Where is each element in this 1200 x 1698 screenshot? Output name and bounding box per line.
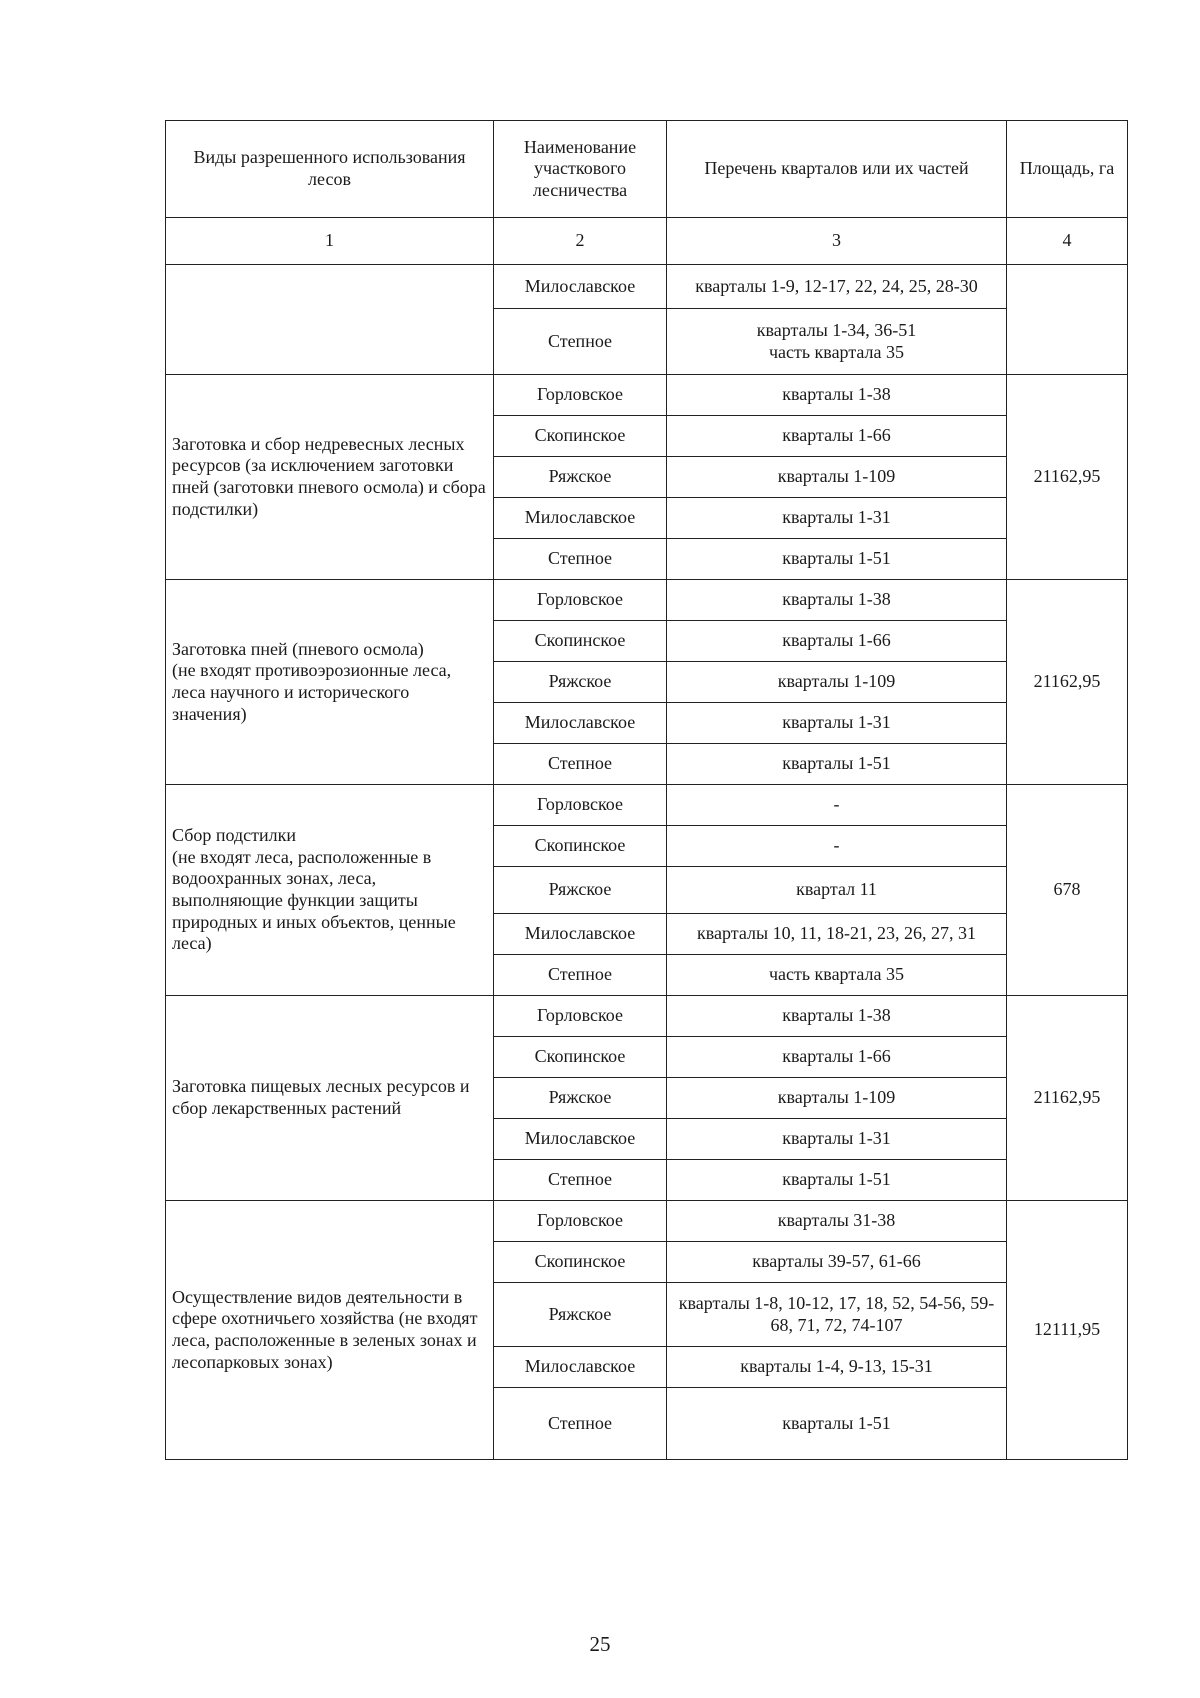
- forestry-name-cell: Степное: [494, 1388, 667, 1460]
- quarters-cell: кварталы 1-109: [667, 1078, 1007, 1119]
- quarters-cell: кварталы 1-9, 12-17, 22, 24, 25, 28-30: [667, 265, 1007, 309]
- header-row: [166, 121, 1128, 218]
- quarters-cell: кварталы 1-31: [667, 1119, 1007, 1160]
- quarters-cell: кварталы 1-34, 36-51 часть квартала 35: [667, 309, 1007, 375]
- forestry-name-cell: Ряжское: [494, 867, 667, 914]
- quarters-cell: кварталы 31-38: [667, 1201, 1007, 1242]
- forestry-name-cell: Горловское: [494, 375, 667, 416]
- quarters-cell: кварталы 1-66: [667, 416, 1007, 457]
- forestry-name-cell: Скопинское: [494, 826, 667, 867]
- quarters-cell: кварталы 1-38: [667, 996, 1007, 1037]
- forestry-name-cell: Милославское: [494, 1347, 667, 1388]
- use-type-cell: Заготовка пней (пневого осмола) (не входят противоэрозионные леса, леса научного и исторического значения): [166, 580, 494, 785]
- table-row: [166, 996, 1128, 1037]
- column-number: 4: [1007, 218, 1128, 265]
- use-type-cell: Заготовка пищевых лесных ресурсов и сбор лекарственных растений: [166, 996, 494, 1201]
- quarters-cell: кварталы 1-51: [667, 744, 1007, 785]
- table-row: [166, 375, 1128, 416]
- area-cell: 12111,95: [1007, 1201, 1128, 1460]
- forestry-name-cell: Милославское: [494, 1119, 667, 1160]
- forestry-name-cell: Ряжское: [494, 457, 667, 498]
- header-use-type: Виды разрешенного использования лесов: [166, 121, 494, 218]
- table-row: [166, 265, 1128, 309]
- forestry-name-cell: Ряжское: [494, 662, 667, 703]
- header-forestry-name: Наименование участкового лесничества: [494, 121, 667, 218]
- forestry-name-cell: Горловское: [494, 996, 667, 1037]
- forestry-name-cell: Ряжское: [494, 1078, 667, 1119]
- forestry-name-cell: Скопинское: [494, 416, 667, 457]
- quarters-cell: часть квартала 35: [667, 955, 1007, 996]
- quarters-cell: кварталы 1-38: [667, 580, 1007, 621]
- quarters-cell: кварталы 1-4, 9-13, 15-31: [667, 1347, 1007, 1388]
- forestry-name-cell: Горловское: [494, 580, 667, 621]
- quarters-cell: кварталы 1-8, 10-12, 17, 18, 52, 54-56, 59-68, 71, 72, 74-107: [667, 1283, 1007, 1347]
- area-cell: 21162,95: [1007, 580, 1128, 785]
- forestry-name-cell: Милославское: [494, 498, 667, 539]
- forestry-name-cell: Милославское: [494, 914, 667, 955]
- use-type-cell: Осуществление видов деятельности в сфере охотничьего хозяйства (не входят леса, расположенные в зеленых зонах и лесопарковых зонах): [166, 1201, 494, 1460]
- use-type-cell-empty: [166, 265, 494, 375]
- quarters-cell: кварталы 1-51: [667, 1388, 1007, 1460]
- quarters-cell: -: [667, 785, 1007, 826]
- allowed-forest-use-table: [165, 120, 1128, 1460]
- table-row: [166, 785, 1128, 826]
- quarters-cell: квартал 11: [667, 867, 1007, 914]
- quarters-cell: -: [667, 826, 1007, 867]
- forestry-name-cell: Скопинское: [494, 621, 667, 662]
- table-body: [166, 218, 1128, 1460]
- quarters-cell: кварталы 1-51: [667, 1160, 1007, 1201]
- column-number: 2: [494, 218, 667, 265]
- forestry-name-cell: Милославское: [494, 703, 667, 744]
- column-number-row: [166, 218, 1128, 265]
- header-quarters-list: Перечень кварталов или их частей: [667, 121, 1007, 218]
- forestry-name-cell: Скопинское: [494, 1037, 667, 1078]
- forestry-name-cell: Скопинское: [494, 1242, 667, 1283]
- quarters-cell: кварталы 1-66: [667, 1037, 1007, 1078]
- forestry-name-cell: Степное: [494, 539, 667, 580]
- table-row: [166, 1201, 1128, 1242]
- quarters-cell: кварталы 10, 11, 18-21, 23, 26, 27, 31: [667, 914, 1007, 955]
- quarters-cell: кварталы 1-38: [667, 375, 1007, 416]
- quarters-cell: кварталы 39-57, 61-66: [667, 1242, 1007, 1283]
- use-type-cell: Сбор подстилки (не входят леса, расположенные в водоохранных зонах, леса, выполняющие функции защиты природных и иных объектов, ценные леса): [166, 785, 494, 996]
- quarters-cell: кварталы 1-31: [667, 498, 1007, 539]
- quarters-cell: кварталы 1-31: [667, 703, 1007, 744]
- forestry-name-cell: Милославское: [494, 265, 667, 309]
- page-number: 25: [589, 1632, 611, 1656]
- forestry-name-cell: Степное: [494, 955, 667, 996]
- quarters-cell: кварталы 1-109: [667, 457, 1007, 498]
- quarters-cell: кварталы 1-66: [667, 621, 1007, 662]
- use-type-cell: Заготовка и сбор недревесных лесных ресурсов (за исключением заготовки пней (заготовки пневого осмола) и сбора подстилки): [166, 375, 494, 580]
- forestry-name-cell: Ряжское: [494, 1283, 667, 1347]
- forestry-name-cell: Горловское: [494, 785, 667, 826]
- forestry-name-cell: Горловское: [494, 1201, 667, 1242]
- quarters-cell: кварталы 1-109: [667, 662, 1007, 703]
- header-area: Площадь, га: [1007, 121, 1128, 218]
- area-cell: 678: [1007, 785, 1128, 996]
- area-cell: 21162,95: [1007, 375, 1128, 580]
- table-row: [166, 580, 1128, 621]
- forestry-name-cell: Степное: [494, 744, 667, 785]
- column-number: 1: [166, 218, 494, 265]
- column-number: 3: [667, 218, 1007, 265]
- forestry-name-cell: Степное: [494, 309, 667, 375]
- area-cell: 21162,95: [1007, 996, 1128, 1201]
- area-cell-empty: [1007, 265, 1128, 375]
- forestry-name-cell: Степное: [494, 1160, 667, 1201]
- quarters-cell: кварталы 1-51: [667, 539, 1007, 580]
